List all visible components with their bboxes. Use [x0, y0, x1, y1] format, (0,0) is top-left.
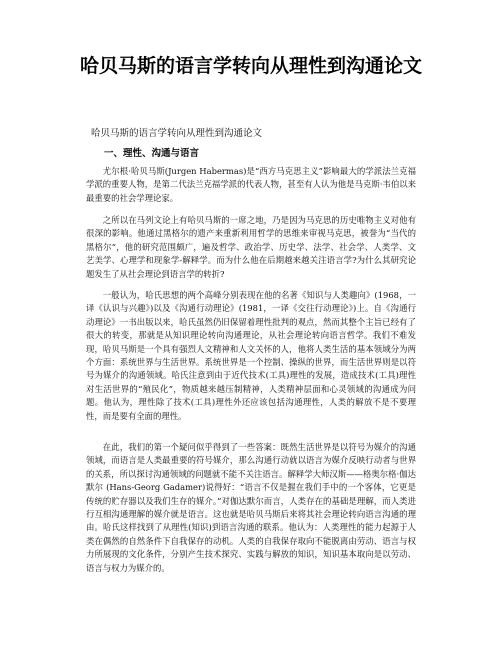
document-title: 哈贝马斯的语言学转向从理性到沟通论文 — [79, 55, 422, 77]
paragraph-1: 尤尔根·哈贝马斯(Jurgen Habermas)是“西方马克思主义”影响最大的学派法兰克福学派的重要人物，是第二代法兰克福学派的代表人物，甚至有人认为他是马克斯·韦伯以来最重要的社会学理论家。 — [86, 166, 416, 203]
paragraph-3: 一般认为，哈氏思想的两个高峰分别表现在他的名著《知识与人类趣向》(1968，一译《认识与兴趣》)以及《沟通行动理论》(1981，一译《交往行动理论》)上。自《沟通行动理论》一书出版以来，哈氏虽然仍旧保留着理性批判的观点，然而其整个主旨已经有了很大的转变，那就是从知识理论转向沟通理论，从社会理论转向语言哲学。我们不难发现，哈贝马斯是一个具有强烈人文精神和人文关怀的人，他将人类生活的基本领域分为两个方面：系统世界与生活世界。系统世界是一个控制、操纵的世界，而生活世界则是以符号为媒介的沟通领域。哈氏注意到由于近代技术(工具)理性的发展，造成技术(工具)理性对生活世界的“殖民化”，物质越来越压制精神，人类精神层面和心灵领域的沟通成为问题。他认为，理性除了技术(工具)理性外还应该包括沟通理性，人类的解放不是不要理性，而是要有全面的理性。 — [86, 290, 416, 421]
paragraph-4: 在此，我们的第一个疑问似乎得到了一些答案：既然生活世界是以符号为媒介的沟通领域，而语言是人类最重要的符号媒介，那么沟通行动就以语言为媒介反映行动者与世界的关系，所以探讨沟通领域的问题就不能不关注语言。解释学大师汉斯——格奥尔格·伽达默尔 (Hans-Georg Gadamer)说得好：“语言不仅是握在我们手中的一个客体，它更是传统的贮存器以及我们生存的媒介。”对伽达默尔而言，人类存在的基础是理解，而人类进行互相沟通理解的媒介就是语言。这也就是哈贝马斯后来将其社会理论转向语言沟通的理由。哈氏这样找到了从理性(知识)到语言沟通的联系。他认为：人类理性的能力起源于人类在偶然的自然条件下自我保存的动机。人类的自我保存取向不能脱离由劳动、语言与权力所展现的文化条件，分别产生技术探究、实践与解放的知识，知识基本取向是以劳动、语言与权力为媒介的。 — [86, 442, 416, 573]
section-heading: 一、理性、沟通与语言 — [104, 148, 200, 159]
document-subtitle: 哈贝马斯的语言学转向从理性到沟通论文 — [91, 128, 263, 139]
paragraph-2: 之所以在马列文论上有哈贝马斯的一席之地，乃是因为马克思的历史唯物主义对他有很深的影响。他通过黑格尔的遗产来重新利用哲学的思维来审视马克思，被誉为“当代的黑格尔”，他的研究范围颇广，遍及哲学、政治学、历史学、法学、社会学、人类学、文艺美学、心理学和现象学-解释学。而为什么他在后期越来越关注语言学?为什么其研究论题发生了从社会理论到语言学的转折? — [86, 215, 416, 279]
